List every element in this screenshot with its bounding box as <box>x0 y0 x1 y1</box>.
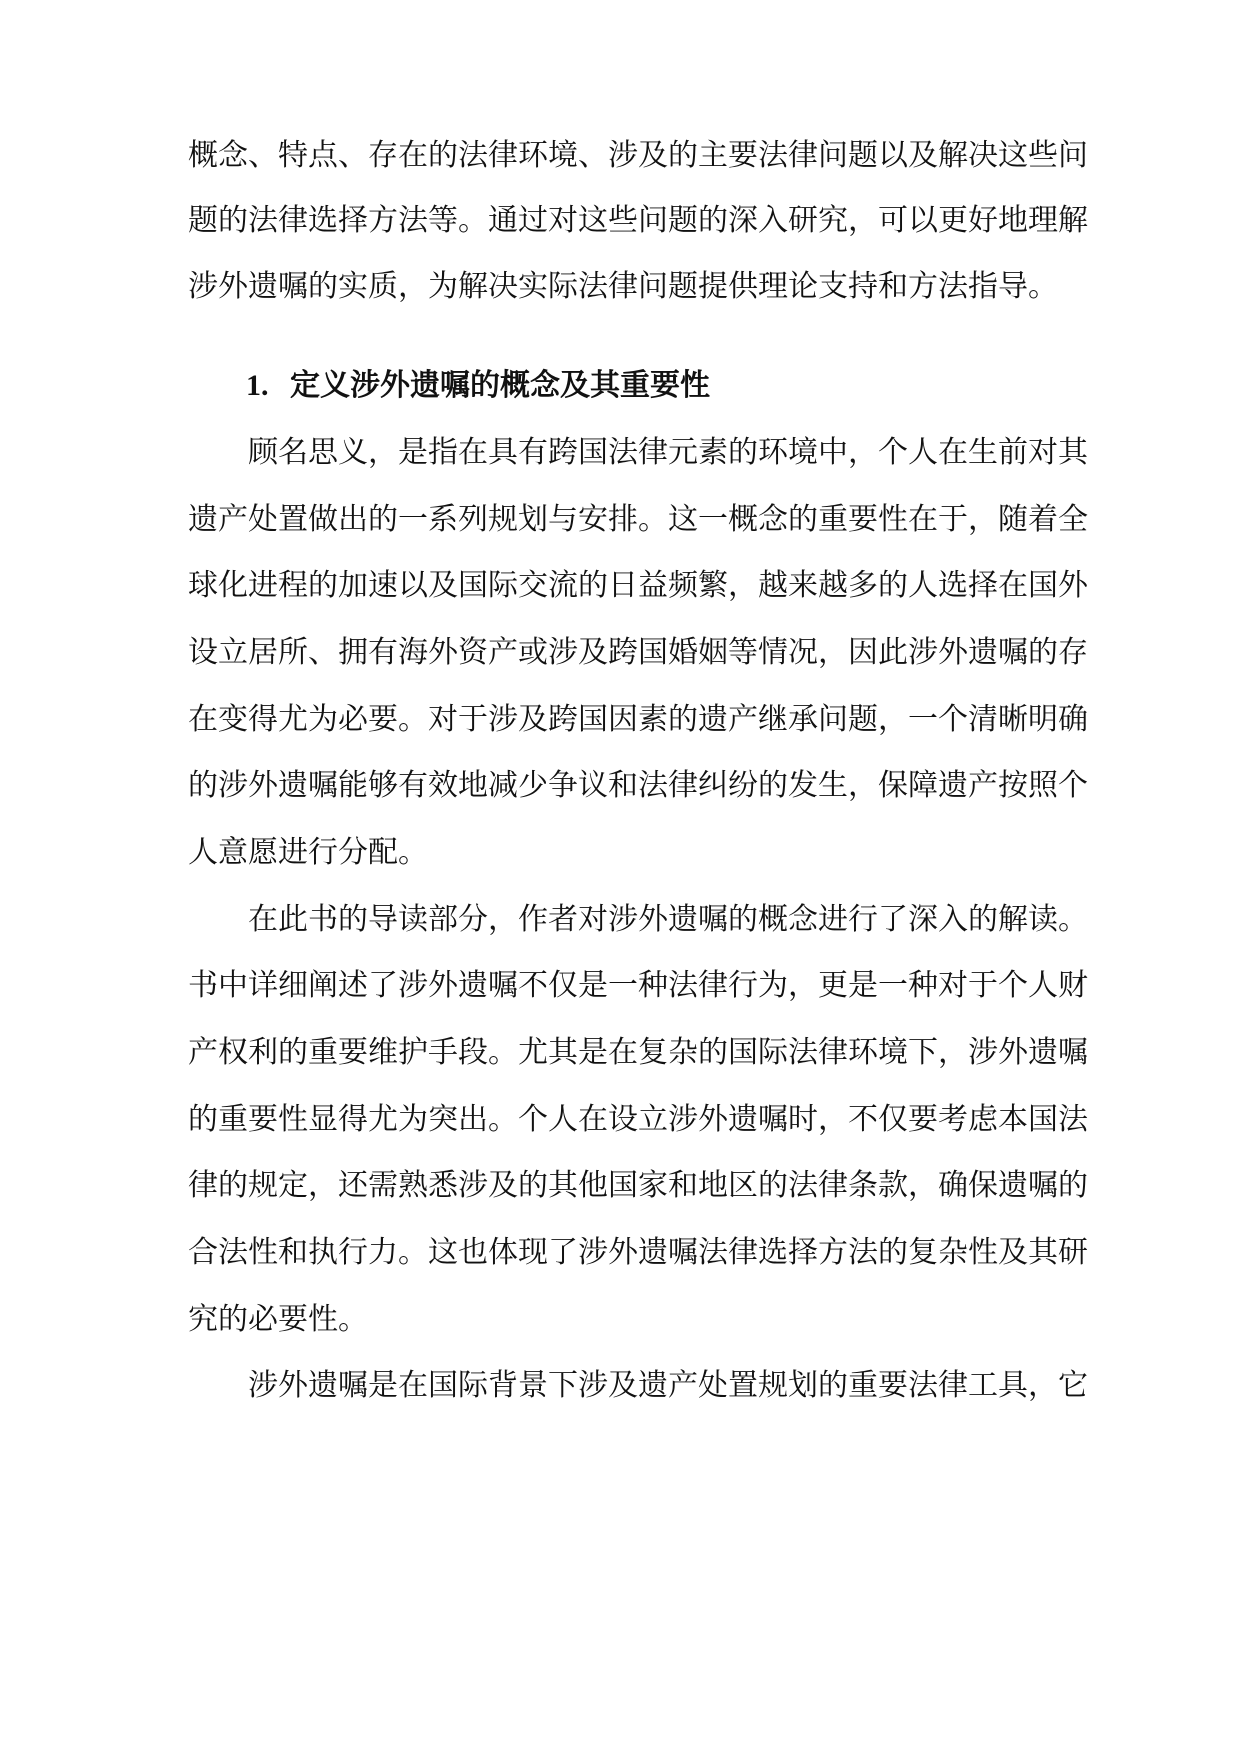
text-line: 律的规定，还需熟悉涉及的其他国家和地区的法律条款，确保遗嘱的 <box>188 1168 1088 1203</box>
heading-number: 1. <box>246 369 269 402</box>
text-line: 在此书的导读部分，作者对涉外遗嘱的概念进行了深入的解读。 <box>248 902 1088 937</box>
text-line: 涉外遗嘱的实质，为解决实际法律问题提供理论支持和方法指导。 <box>188 269 1058 304</box>
text-line: 的重要性显得尤为突出。个人在设立涉外遗嘱时，不仅要考虑本国法 <box>188 1102 1088 1137</box>
text-line: 球化进程的加速以及国际交流的日益频繁，越来越多的人选择在国外 <box>188 568 1088 603</box>
text-line: 顾名思义，是指在具有跨国法律元素的环境中，个人在生前对其 <box>248 435 1088 470</box>
text-line: 的涉外遗嘱能够有效地减少争议和法律纠纷的发生，保障遗产按照个 <box>188 768 1088 803</box>
text-line: 合法性和执行力。这也体现了涉外遗嘱法律选择方法的复杂性及其研 <box>188 1235 1088 1270</box>
text-line: 究的必要性。 <box>188 1302 368 1337</box>
text-line: 题的法律选择方法等。通过对这些问题的深入研究，可以更好地理解 <box>188 203 1088 238</box>
text-line: 遗产处置做出的一系列规划与安排。这一概念的重要性在于，随着全 <box>188 502 1088 537</box>
text-line: 在变得尤为必要。对于涉及跨国因素的遗产继承问题，一个清晰明确 <box>188 702 1088 737</box>
text-line: 涉外遗嘱是在国际背景下涉及遗产处置规划的重要法律工具，它 <box>248 1368 1088 1403</box>
heading-text: 定义涉外遗嘱的概念及其重要性 <box>290 368 710 403</box>
text-line: 人意愿进行分配。 <box>188 835 428 870</box>
text-line: 产权利的重要维护手段。尤其是在复杂的国际法律环境下，涉外遗嘱 <box>188 1035 1088 1070</box>
section-heading <box>246 366 710 406</box>
text-line: 设立居所、拥有海外资产或涉及跨国婚姻等情况，因此涉外遗嘱的存 <box>188 635 1088 670</box>
text-line: 书中详细阐述了涉外遗嘱不仅是一种法律行为，更是一种对于个人财 <box>188 968 1088 1003</box>
text-line: 概念、特点、存在的法律环境、涉及的主要法律问题以及解决这些问 <box>188 138 1088 173</box>
